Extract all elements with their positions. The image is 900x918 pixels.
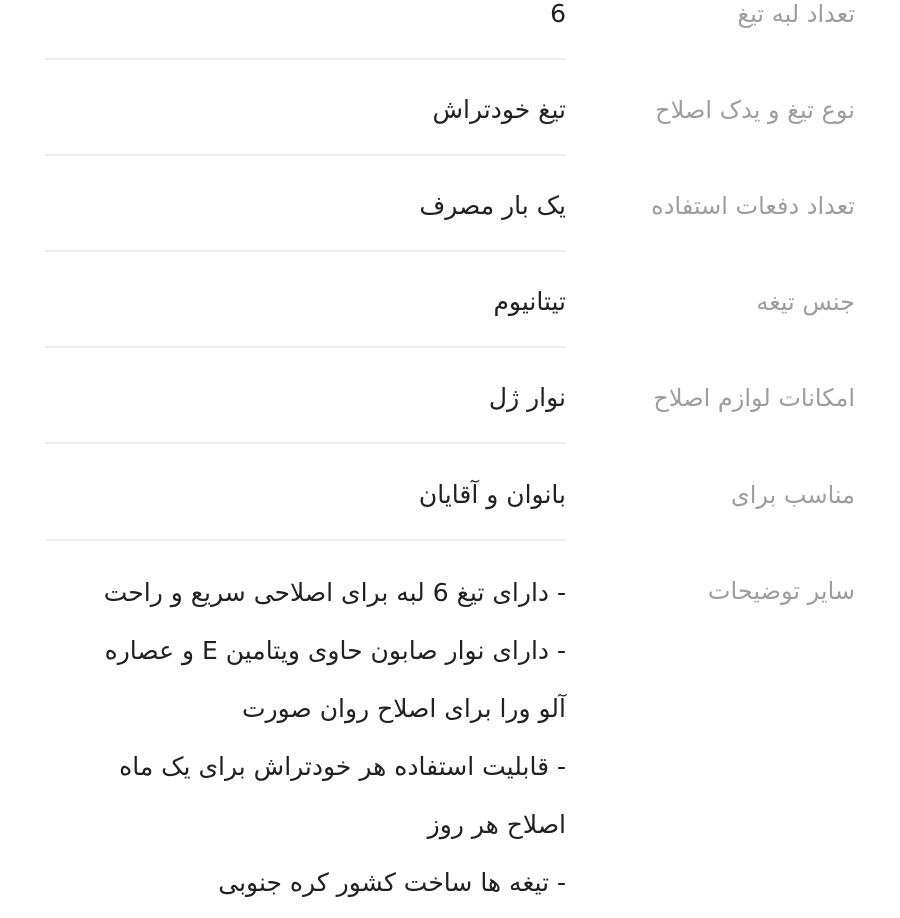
spec-label: نوع تیغ و یدک اصلاح <box>655 96 855 124</box>
description-text <box>36 570 566 918</box>
spec-value: تیتانیوم <box>493 287 566 316</box>
description-line: - قابلیت استفاده هر خودتراش برای یک ماه <box>119 752 566 781</box>
description-line: - دارای نوار صابون حاوی ویتامین E و عصاره <box>104 636 566 665</box>
spec-label: سایر توضیحات <box>707 577 855 605</box>
spec-value: بانوان و آقایان <box>418 480 566 509</box>
divider <box>45 346 566 348</box>
description-line: اصلاح هر روز <box>427 810 566 839</box>
description-line: آلو ورا برای اصلاح روان صورت <box>242 694 566 723</box>
spec-label: جنس تیغه <box>756 288 855 316</box>
spec-value: نوار ژل <box>488 383 566 412</box>
divider <box>45 539 566 541</box>
spec-value: یک بار مصرف <box>419 191 566 220</box>
spec-label: امکانات لوازم اصلاح <box>653 384 855 412</box>
spec-label: مناسب برای <box>730 481 855 509</box>
divider <box>45 442 566 444</box>
description-line: - تیغه ها ساخت کشور کره جنوبی <box>218 868 566 897</box>
divider <box>45 58 566 60</box>
spec-value: تیغ خودتراش <box>432 95 566 124</box>
spec-value: 6 <box>550 0 566 28</box>
spec-label: تعداد دفعات استفاده <box>651 192 855 220</box>
description-line: - دارای تیغ 6 لبه برای اصلاحی سریع و راحت <box>103 578 566 607</box>
divider <box>45 154 566 156</box>
spec-label: تعداد لبه تیغ <box>737 0 855 28</box>
divider <box>45 250 566 252</box>
